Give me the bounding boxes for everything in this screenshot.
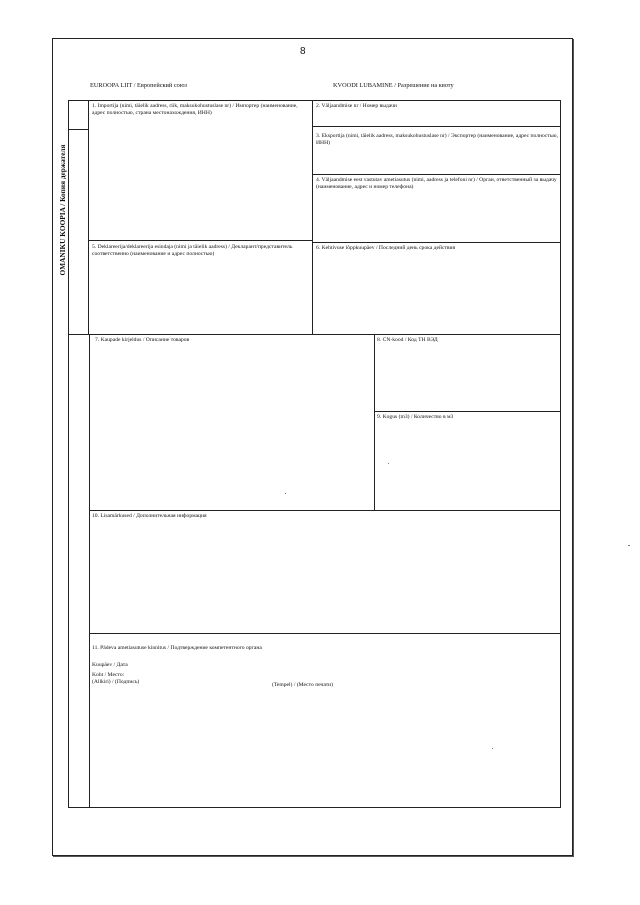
rule-top-f10 — [89, 510, 561, 511]
rule-top-f11 — [89, 633, 561, 634]
divider-f7-f8 — [374, 334, 375, 511]
field-2-label: 2. Väljaandmise nr / Номер выдачи — [316, 103, 397, 109]
rule-after-f2 — [312, 126, 561, 127]
field-6-label: 6. Kehtivuse lõppkuupäev / Последний день срока действия — [316, 245, 456, 251]
scan-speck — [628, 545, 630, 546]
side-column-top-rule — [68, 129, 88, 130]
field-10-label: 10. Lisamärkused / Дополнительная информация — [92, 513, 207, 519]
field-1-label: 1. Importija (nimi, täielik aadress, riik, maksukohustuslase nr) / Импортер (наименование, адрес полностью, страна местонахождения, ИНН) — [92, 103, 298, 116]
field-5-label: 5. Deklareerija/deklareerija esindaja (nimi ja täielik aadress) / Декларант/представитель соответственно (наименование и адрес полностью) — [92, 244, 293, 257]
field-9-label: 9. Kogus (m3) / Количество в м3 — [377, 414, 454, 420]
scan-speck — [492, 748, 493, 749]
rule-after-f3 — [312, 174, 561, 175]
field-7-label: 7. Kaupade kirjeldus / Описание товаров — [95, 337, 190, 343]
form-outer — [68, 100, 561, 808]
field-11-signature: (Allkiri) / (Подпись) — [92, 679, 140, 685]
left-inner-divider — [89, 334, 90, 808]
side-column-divider — [88, 100, 89, 335]
field-11-label: 11. Pädeva ametiasutuse kinnitus / Подтверждение компетентного органа — [92, 645, 262, 651]
rule-after-f8 — [374, 411, 561, 412]
rule-after-f4 — [312, 242, 561, 243]
field-4-label: 4. Väljaandmise eest vastutav ametiasutus (nimi, aadress ja telefoni nr) / Орган, ответственный за выдачу (наименование, адрес и номер телефона) — [316, 177, 557, 190]
page-number: 8 — [300, 46, 306, 57]
rule-after-f5 — [89, 240, 312, 241]
holder-copy-label: OMANIKU KOOPIA / Копия держателя — [58, 144, 67, 276]
field-8-label: 8. CN-kood / Код ТН ВЭД — [377, 337, 438, 343]
scan-speck — [388, 463, 389, 464]
header-right: KVOODI LUBAMINE / Разрешение на квоту — [333, 82, 454, 89]
top-center-divider — [312, 100, 313, 335]
field-3-label: 3. Eksportija (nimi, täielik aadress, maksukohustuslase nr) / Экспортер (наименование, адрес полностью, ИНН) — [316, 133, 558, 146]
field-11-date: Kuupäev / Дата — [92, 662, 128, 668]
field-11-stamp: (Tempel) / (Место печати) — [272, 682, 333, 688]
header-left: EUROOPA LIIT / Европейский союз — [90, 82, 188, 89]
rule-top-f7 — [68, 334, 561, 335]
scan-speck — [285, 493, 286, 494]
field-11-place: Koht / Место: — [92, 672, 125, 678]
